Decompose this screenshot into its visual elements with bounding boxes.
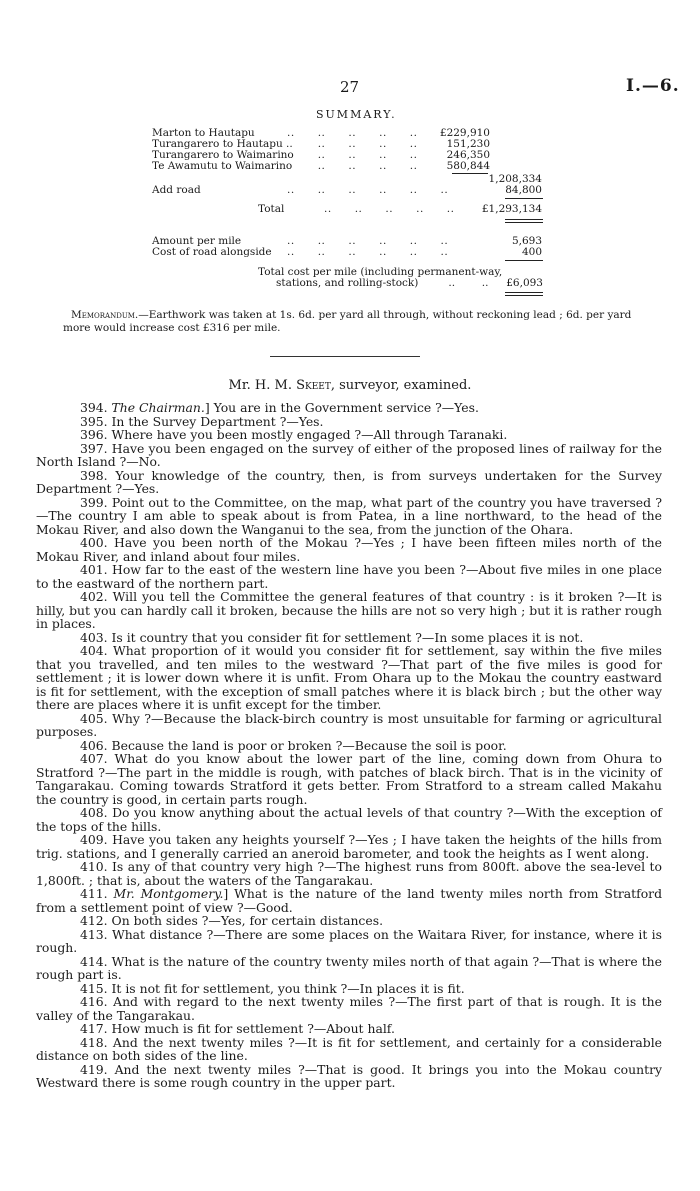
question-number: 412.	[80, 913, 112, 928]
leader-dots: .. .. .. .. .. ..	[287, 246, 449, 258]
per-mile-value: 5,693	[511, 235, 542, 247]
question-number: 408.	[80, 805, 113, 820]
question-answer-paragraph	[36, 496, 662, 537]
summary-row	[152, 161, 542, 172]
summary-row-subtotal: 1,208,334	[488, 173, 542, 185]
question-number: 406.	[80, 737, 112, 753]
summary-row-label: Turangarero to Waimarino	[152, 149, 294, 161]
question-number: 399.	[80, 494, 112, 510]
witness-heading	[0, 378, 700, 393]
question-answer-paragraph	[36, 860, 662, 887]
question-number: 401.	[80, 562, 113, 577]
question-answer-paragraph	[36, 955, 662, 982]
question-answer-paragraph	[36, 415, 662, 429]
question-number: 418.	[80, 1034, 113, 1050]
paragraph-text: Do you know anything about the actual levels of that country ?—With the exception of the tops of the hills.	[36, 805, 663, 834]
paragraph-text: Why ?—Because the black-birch country is most unsuitable for farming or agricultural purposes.	[36, 710, 662, 739]
paragraph-text: Because the land is poor or broken ?—Because the soil is poor.	[111, 737, 507, 753]
total-per-mile-line1: Total cost per mile (including permanent-way,	[258, 266, 503, 278]
leader-dots: .. .. .. ..	[287, 149, 418, 161]
paragraph-text: What do you know about the lower part of the line, coming down from Ohura to Stratford ?—The part in the middle is rough, with patches of black birch. That is in the vicinity of Tangarakau. Coming towards Stratford it gets better. From Stratford to a stream called Makahu the country is good, in certain parts rough.	[36, 751, 662, 807]
paragraph-text: Your knowledge of the country, then, is from surveys undertaken for the Survey Department ?—Yes.	[36, 467, 662, 496]
paragraph-text: How far to the east of the western line have you been ?—About five miles in one place to the eastward of the northern part.	[36, 562, 663, 591]
evidence-body	[36, 401, 662, 1090]
summary-row-amount: 580,844	[446, 160, 490, 172]
summary-row-subtotal: 84,800	[505, 184, 542, 196]
paragraph-text: In the Survey Department ?—Yes.	[111, 413, 324, 429]
question-answer-paragraph	[36, 631, 662, 645]
double-rule	[505, 292, 543, 296]
question-number: 413.	[80, 926, 112, 942]
memorandum-label: Memorandum.	[71, 309, 139, 321]
leader-dots: .. .. .. ..	[287, 160, 418, 172]
question-answer-paragraph	[36, 644, 662, 712]
per-mile-value: 400	[521, 246, 542, 258]
paragraph-text: What proportion of it would you consider fit for settlement, say within the five miles that you travelled, and ten miles to the westward ?—That part of the five miles is good for settlement ; it is lower down where it is unfit. From Ohara up to the Mokau the country eastward is fit for settlement, with the exception of small patches where it is black birch ; but the other way there are places where it is unfit except for the timber.	[36, 643, 662, 712]
question-number: 402.	[80, 589, 113, 604]
summary-total-row	[152, 204, 542, 215]
question-number: 395.	[80, 413, 112, 429]
question-number: 416.	[80, 994, 114, 1009]
question-answer-paragraph	[36, 469, 662, 496]
question-number: 396.	[80, 427, 112, 442]
question-answer-paragraph	[36, 928, 662, 955]
paragraph-text: And the next twenty miles ?—It is fit for settlement, and certainly for a considerable distance on both sides of the line.	[36, 1034, 662, 1063]
paragraph-text: And the next twenty miles ?—That is good. It brings you into the Mokau country Westward there is some rough country in the upper part.	[36, 1061, 662, 1090]
question-number: 409.	[80, 832, 113, 847]
memorandum	[63, 309, 643, 335]
question-answer-paragraph	[36, 914, 662, 928]
per-mile-label: Amount per mile	[152, 235, 242, 247]
question-answer-paragraph	[36, 982, 662, 996]
question-answer-paragraph	[36, 739, 662, 753]
paragraph-text: What is the nature of the country twenty miles north of that again ?—That is where the rough part is.	[36, 953, 662, 982]
total-label: Total	[258, 203, 285, 215]
paragraph-text: Is it country that you consider fit for settlement ?—In some places it is not.	[111, 629, 584, 645]
total-value: £1,293,134	[481, 203, 542, 215]
total-per-mile-line2: stations, and rolling-stock) .. ..	[276, 277, 489, 289]
paragraph-text: Point out to the Committee, on the map, what part of the country you have traversed ?—The country I am able to speak about is from Patea, in a line northward, to the head of the Mokau River, and also down the Wanganui to the sea, from the junction of the Ohara.	[36, 494, 662, 537]
question-answer-paragraph	[36, 428, 662, 442]
summary-row-label: Marton to Hautapu	[152, 127, 255, 139]
speaker-name: The Chairman.	[111, 400, 205, 415]
heading-prefix: Mr. H. M.	[228, 378, 297, 393]
summary-row-amount: 151,230	[446, 138, 490, 150]
per-mile-row	[152, 247, 542, 258]
question-answer-paragraph	[36, 1022, 662, 1036]
per-mile-label: Cost of road alongside	[152, 246, 272, 258]
question-answer-paragraph	[36, 563, 662, 590]
question-number: 407.	[80, 751, 115, 766]
question-number: 397.	[80, 440, 112, 456]
question-number: 411.	[80, 886, 114, 901]
total-per-mile-value: £6,093	[506, 277, 543, 289]
heading-suffix: , surveyor, examined.	[330, 378, 472, 393]
summary-row-label: Te Awamutu to Waimarino	[152, 160, 293, 172]
question-answer-paragraph	[36, 1063, 662, 1090]
summary-row-amount: £229,910	[439, 127, 490, 139]
leader-dots: .. .. .. .. ..	[324, 203, 455, 215]
speaker-name: Mr. Montgomery.	[113, 886, 224, 901]
question-number: 410.	[80, 859, 113, 874]
page-number: 27	[340, 78, 360, 96]
paragraph-text: Have you been north of the Mokau ?—Yes ; I have been fifteen miles north of the Mokau River, and inland about four miles.	[36, 535, 662, 564]
paragraph-text: Have you been engaged on the survey of either of the proposed lines of railway for the North Island ?—No.	[36, 440, 663, 469]
question-number: 403.	[80, 629, 112, 645]
summary-row-label: Turangarero to Hautapu ..	[152, 138, 293, 150]
paragraph-text: Will you tell the Committee the general features of that country : is it broken ?—It is hilly, but you can hardly call it broken, because the hills are not so very high ; but it is rather rough in places.	[36, 589, 662, 631]
summary-title: SUMMARY.	[316, 108, 397, 121]
paragraph-text: And with regard to the next twenty miles ?—The first part of that is rough. It is the valley of the Tangarakau.	[36, 994, 662, 1023]
paragraph-text: Have you taken any heights yourself ?—Yes ; I have taken the heights of the hills from trig. stations, and I generally carried an aneroid barometer, and took the heights as I went along.	[36, 832, 662, 861]
question-answer-paragraph	[36, 833, 662, 860]
leader-dots: .. .. .. .. .. ..	[287, 235, 449, 247]
total-rule	[505, 198, 543, 199]
paragraph-text: On both sides ?—Yes, for certain distances.	[111, 913, 384, 928]
paragraph-text: How much is fit for settlement ?—About half.	[111, 1021, 395, 1036]
question-number: 419.	[80, 1061, 115, 1077]
question-answer-paragraph	[36, 712, 662, 739]
per-mile-rule	[505, 260, 543, 261]
question-answer-paragraph	[36, 536, 662, 563]
paragraph-text: It is not fit for settlement, you think ?—In places it is fit.	[111, 980, 465, 996]
question-answer-paragraph	[36, 590, 662, 631]
question-number: 405.	[80, 710, 113, 726]
section-separator	[270, 356, 420, 357]
double-rule	[505, 219, 543, 223]
question-number: 414.	[80, 953, 112, 969]
leader-dots: .. .. .. .. .. ..	[287, 184, 449, 196]
leader-dots: .. .. .. ..	[287, 138, 418, 150]
question-answer-paragraph	[36, 442, 662, 469]
question-answer-paragraph	[36, 806, 662, 833]
paragraph-text: Where have you been mostly engaged ?—All through Taranaki.	[111, 427, 508, 442]
question-number: 398.	[80, 467, 116, 483]
paragraph-text: ] You are in the Government service ?—Yes.	[204, 400, 479, 415]
question-number: 404.	[80, 643, 113, 658]
memorandum-text: —Earthwork was taken at 1s. 6d. per yard all through, without reckoning lead ; 6d. per yard more would increase cost £316 per mile.	[63, 309, 632, 334]
question-number: 417.	[80, 1021, 112, 1036]
question-answer-paragraph	[36, 995, 662, 1022]
summary-row	[152, 185, 542, 196]
question-answer-paragraph	[36, 401, 662, 415]
paragraph-text: Is any of that country very high ?—The highest runs from 800ft. above the sea-level to 1,800ft. ; that is, about the waters of the Tangarakau.	[36, 859, 662, 888]
paragraph-text: What distance ?—There are some places on the Waitara River, for instance, where it is rough.	[36, 926, 662, 955]
summary-row-amount: 246,350	[446, 149, 490, 161]
summary-row-label: Add road	[152, 184, 201, 196]
question-answer-paragraph	[36, 752, 662, 806]
paragraph-text: ] What is the nature of the land twenty miles north from Stratford from a settlement point of view ?—Good.	[36, 886, 663, 915]
question-number: 394.	[80, 400, 112, 415]
leader-dots: .. .. .. .. ..	[287, 127, 418, 139]
document-reference: I.—6.	[626, 76, 680, 96]
question-answer-paragraph	[36, 887, 662, 914]
witness-name: Skeet	[296, 378, 331, 393]
question-number: 415.	[80, 980, 112, 996]
question-number: 400.	[80, 535, 115, 550]
question-answer-paragraph	[36, 1036, 662, 1063]
